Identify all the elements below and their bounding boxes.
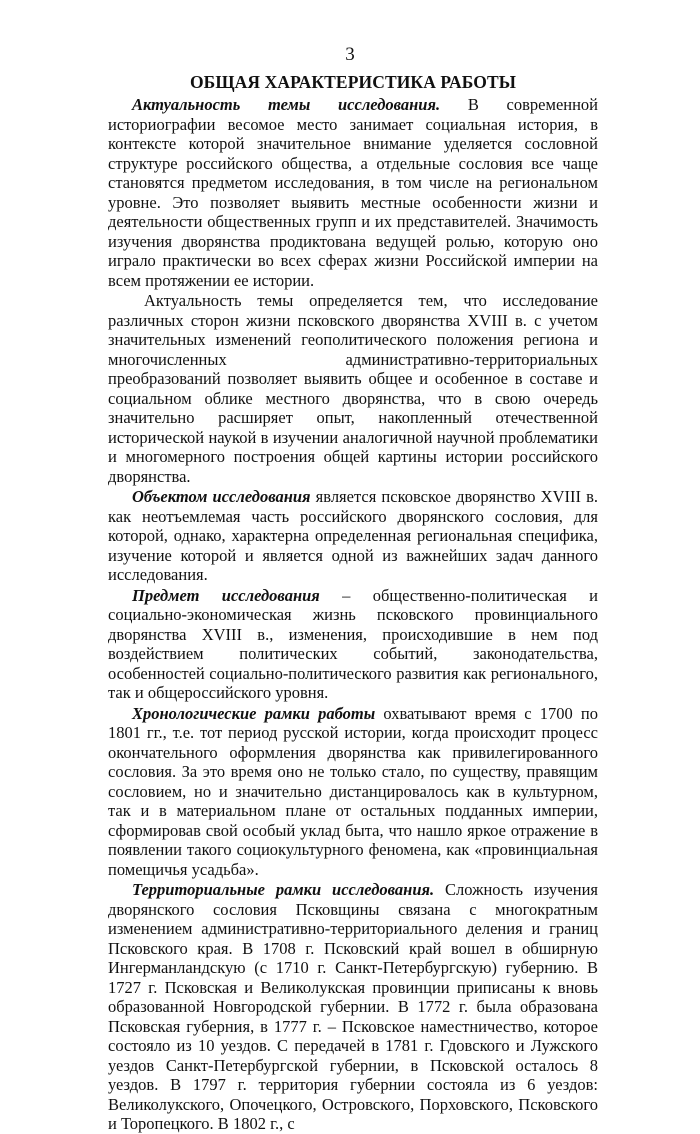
paragraph-chronology bbox=[108, 704, 598, 880]
paragraph-lead: Актуальность темы исследования. bbox=[132, 95, 441, 114]
paragraph-text: В современной историографии весомое место занимает социальная история, в контексте которой значительное внимание уделяется сословной структуре российского общества, а отдельные сословия все чаще становятся предметом исследования, в том числе на региональном уровне. Это позволяет выявить местные особенности жизни и деятельности общественных групп и их представителей. Значимость изучения дворянства продиктована ведущей ролью, которую оно играло практически во всех сферах жизни Российской империи на всем протяжении ее истории. bbox=[108, 95, 599, 290]
paragraph-text: – общественно-политическая и социально-экономическая жизнь псковского провинциального дворянства XVIII в., изменения, происходившие в нем под воздействием политических событий, законодательства, особенностей социально-политического развития как регионального, так и общероссийского уровня. bbox=[108, 585, 598, 702]
paragraph-text: является псковское дворянство XVIII в. как неотъемлемая часть российского дворянского сословия, для которой, однако, характерна определенная региональная специфика, изучение которой и является одной из важнейших задач данного исследования. bbox=[108, 487, 598, 584]
paragraph-relevance bbox=[108, 95, 598, 290]
paragraph-text: охватывают время с 1700 по 1801 гг., т.е. тот период русской истории, когда происходит процесс окончательного оформления дворянства как привилегированного сословия. За это время оно не только стало, по существу, правящим сословием, но и значительно дистанцировалось как в культурном, так и в материальном плане от остальных подданных империи, сформировав свой особый уклад быта, что нашло яркое отражение в появлении такого социокультурного феномена, как «провинциальная помещичья усадьба». bbox=[108, 703, 598, 879]
paragraph-lead: Хронологические рамки работы bbox=[132, 703, 376, 723]
body-text bbox=[108, 95, 598, 1134]
section-title: ОБЩАЯ ХАРАКТЕРИСТИКА РАБОТЫ bbox=[189, 72, 517, 92]
paragraph-text: Актуальность темы определяется тем, что исследование различных сторон жизни псковского дворянства XVIII в. с учетом значительных изменений геополитического положения региона и многочисленных административно-территориальных преобразований позволяет выявить общее и особенное в составе и социальном облике местного дворянства, что в свою очередь значительно расширяет опыт, накопленный отечественной исторической наукой в изучении аналогичной научной проблематики и многомерного построения общей картины истории российского дворянства. bbox=[108, 291, 598, 486]
paragraph-lead: Территориальные рамки исследования. bbox=[132, 880, 435, 899]
page-number: 3 bbox=[345, 44, 355, 65]
paragraph-lead: Объектом исследования bbox=[132, 487, 311, 506]
paragraph-object bbox=[108, 487, 598, 585]
paragraph-text: Сложность изучения дворянского сословия Псковщины связана с многократным изменением административно-территориального деления и границ Псковского края. В 1708 г. Псковский край вошел в обширную Ингерманландскую (с 1710 г. Санкт-Петербургскую) губернию. В 1727 г. Псковская и Великолукская провинции приписаны к вновь образованной Новгородской губернии. В 1772 г. была образована Псковская губерния, в 1777 г. – Псковское наместничество, которое состояло из 10 уездов. С передачей в 1781 г. Гдовского и Лужского уездов Санкт-Петербургской губернии, в Псковской осталось 8 уездов. В 1797 г. территория губернии состояла из 6 уездов: Великолукского, Опочецкого, Островского, Порховского, Псковского и Торопецкого. В 1802 г., с bbox=[108, 880, 599, 1133]
paragraph-lead: Предмет исследования bbox=[132, 585, 320, 605]
paragraph-subject bbox=[108, 586, 598, 703]
paragraph-territory bbox=[108, 880, 598, 1134]
paragraph-relevance-continued bbox=[108, 291, 598, 486]
